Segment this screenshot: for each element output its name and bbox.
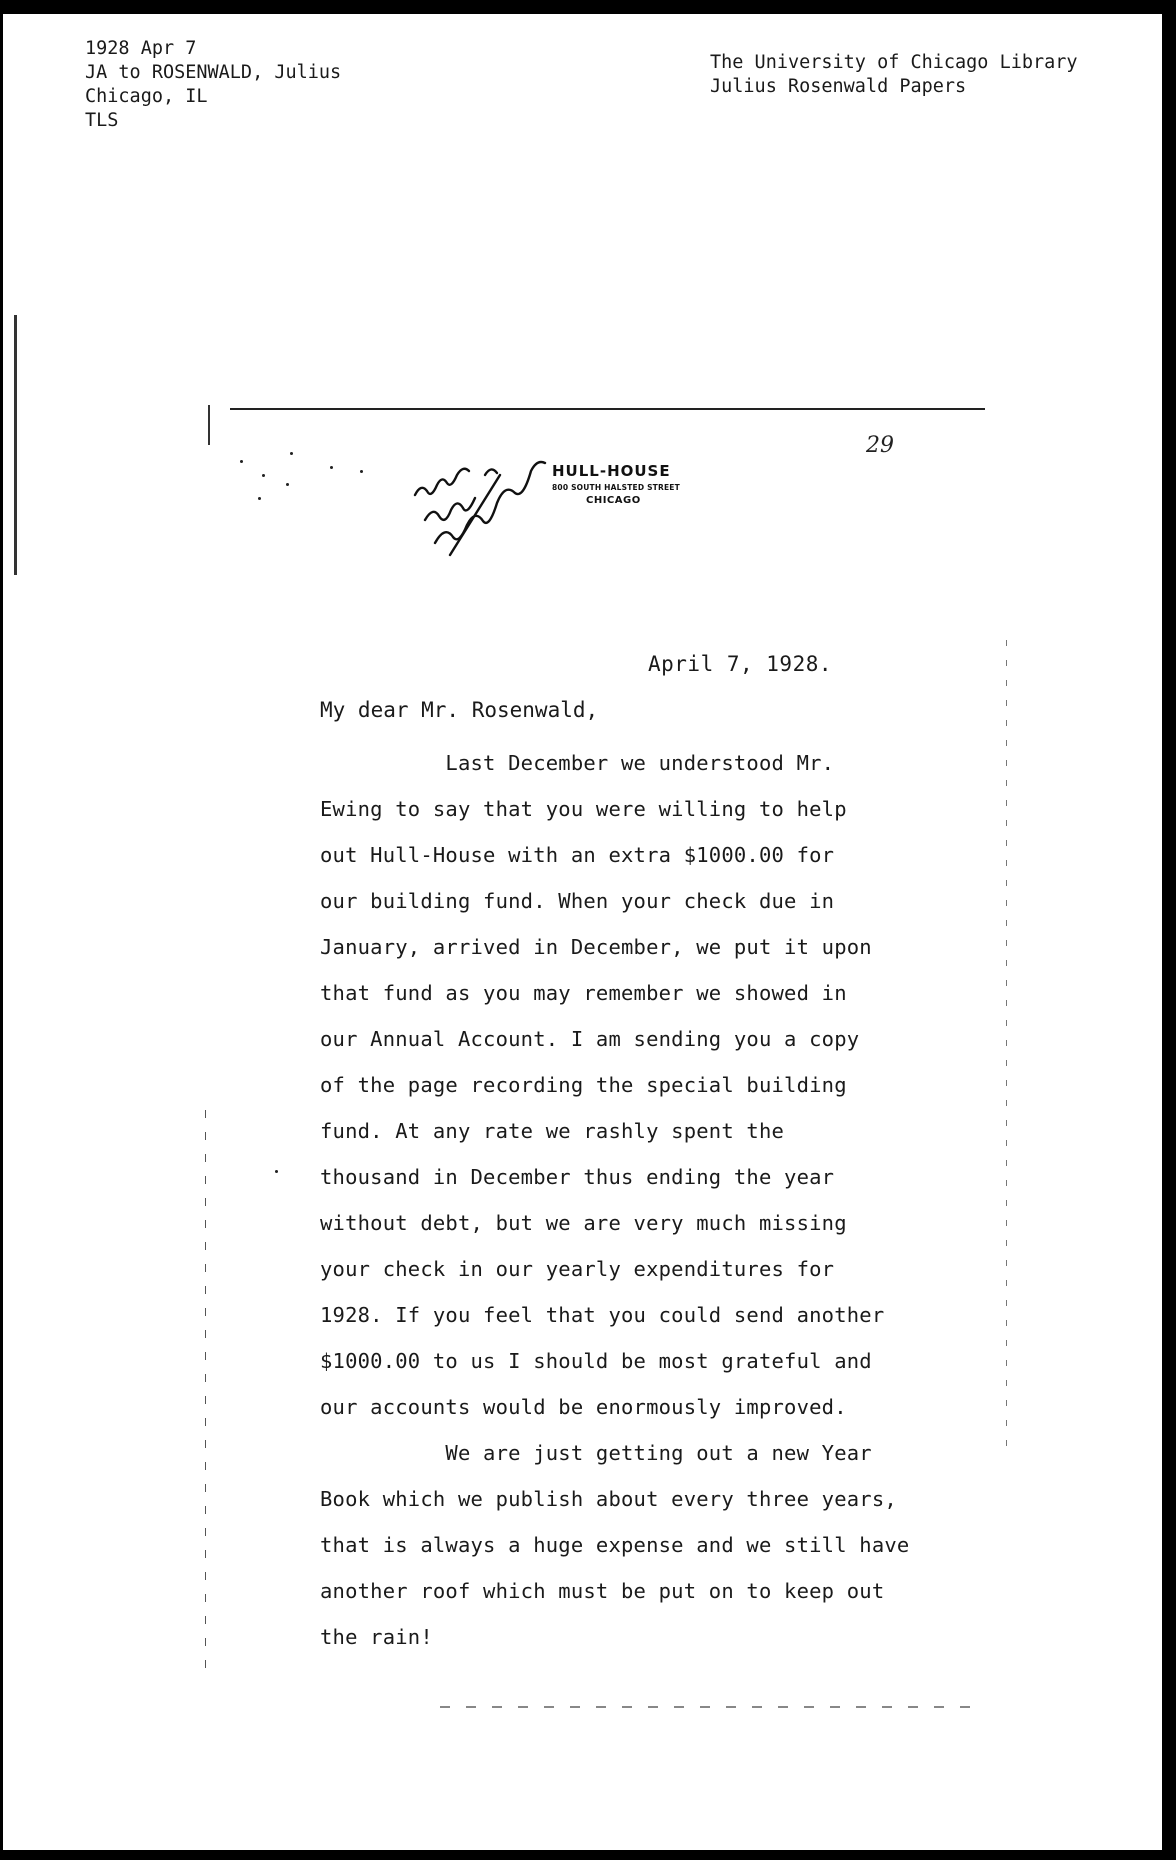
body-line: the rain! bbox=[320, 1625, 433, 1649]
body-line: Book which we publish about every three years, bbox=[320, 1487, 897, 1511]
body-line: that fund as you may remember we showed in bbox=[320, 981, 847, 1005]
citation-place: Chicago, IL bbox=[85, 86, 208, 107]
body-line: our building fund. When your check due in bbox=[320, 889, 835, 913]
body-line: without debt, but we are very much missing bbox=[320, 1211, 847, 1235]
letterhead-name: HULL-HOUSE bbox=[552, 462, 671, 480]
source-collection: Julius Rosenwald Papers bbox=[710, 76, 967, 97]
ink-speck bbox=[258, 497, 261, 500]
letter-top-edge bbox=[230, 408, 985, 410]
scan-frame-left bbox=[0, 0, 3, 1860]
citation-date: 1928 Apr 7 bbox=[85, 38, 197, 59]
body-line: Ewing to say that you were willing to help bbox=[320, 797, 847, 821]
letter-date: April 7, 1928. bbox=[648, 652, 833, 676]
scan-frame-top bbox=[0, 0, 1176, 14]
ink-speck bbox=[330, 466, 333, 469]
body-line: $1000.00 to us I should be most grateful and bbox=[320, 1349, 872, 1373]
body-line: January, arrived in December, we put it upon bbox=[320, 935, 872, 959]
body-line: thousand in December thus ending the year bbox=[320, 1165, 835, 1189]
archive-source bbox=[710, 51, 1078, 99]
ink-speck bbox=[286, 483, 289, 486]
handwritten-annotation bbox=[395, 415, 575, 565]
letter-bottom-edge bbox=[440, 1706, 980, 1708]
scan-frame-bottom bbox=[0, 1850, 1176, 1860]
body-line: 1928. If you feel that you could send another bbox=[320, 1303, 885, 1327]
letter-left-edge bbox=[205, 1110, 206, 1670]
body-line: fund. At any rate we rashly spent the bbox=[320, 1119, 785, 1143]
body-line: our Annual Account. I am sending you a copy bbox=[320, 1027, 860, 1051]
scan-frame-right bbox=[1162, 0, 1176, 1860]
ink-speck bbox=[275, 1170, 278, 1173]
ink-speck bbox=[360, 470, 363, 473]
scan-edge-mark bbox=[14, 315, 17, 575]
citation-correspondents: JA to ROSENWALD, Julius bbox=[85, 62, 342, 83]
body-line: We are just getting out a new Year bbox=[320, 1441, 872, 1465]
body-line: your check in our yearly expenditures for bbox=[320, 1257, 835, 1281]
letter-salutation: My dear Mr. Rosenwald, bbox=[320, 698, 599, 722]
body-line: that is always a huge expense and we still have bbox=[320, 1533, 910, 1557]
letter-body bbox=[320, 740, 1000, 1660]
ink-speck bbox=[262, 474, 265, 477]
body-line: our accounts would be enormously improved. bbox=[320, 1395, 847, 1419]
source-library: The University of Chicago Library bbox=[710, 52, 1078, 73]
letterhead-address: 800 SOUTH HALSTED STREET bbox=[552, 483, 680, 492]
citation-type: TLS bbox=[85, 110, 119, 131]
letter-right-edge bbox=[1006, 640, 1007, 1460]
letter-corner-mark bbox=[208, 405, 210, 445]
page-number: 29 bbox=[866, 433, 894, 458]
letterhead-city: CHICAGO bbox=[586, 495, 641, 506]
body-line: of the page recording the special building bbox=[320, 1073, 847, 1097]
ink-speck bbox=[240, 460, 243, 463]
hull-house-letterhead bbox=[552, 462, 752, 506]
archive-citation bbox=[85, 37, 341, 133]
body-line: Last December we understood Mr. bbox=[320, 751, 835, 775]
body-line: another roof which must be put on to keep out bbox=[320, 1579, 885, 1603]
ink-speck bbox=[290, 452, 293, 455]
body-line: out Hull-House with an extra $1000.00 for bbox=[320, 843, 835, 867]
